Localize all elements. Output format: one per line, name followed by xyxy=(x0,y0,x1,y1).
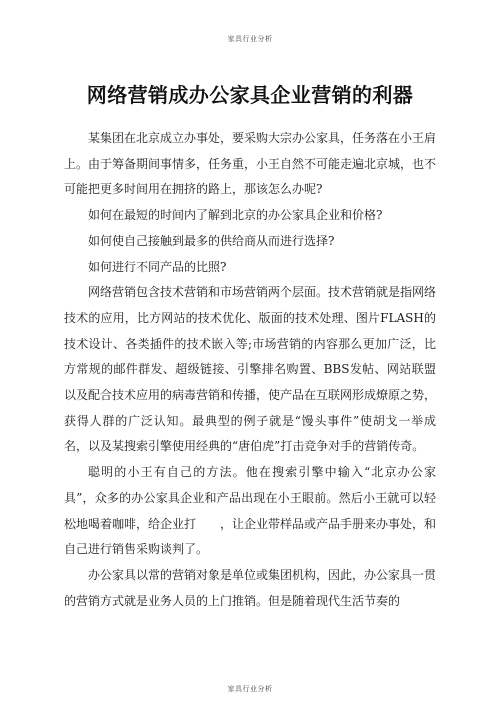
paragraph: 如何进行不同产品的比照? xyxy=(88,259,227,274)
document-title: 网络营销成办公家具企业营销的利器 xyxy=(86,83,414,107)
paragraph: 如何使自己接触到最多的供给商从而进行选择? xyxy=(88,233,335,248)
paragraph: 网络营销包含技术营销和市场营销两个层面。技术营销就是指网络技术的应用，比方网站的技术优化、版面的技术处理、图片FLASH的技术设计、各类插件的技术嵌入等;市场营销的内容那么更加广泛，比方常规的邮件群发、超级链接、引擎排名购置、BBS发帖、网站联盟以及配合技术应用的病毒营销和传播，使产品在互联网形成燎原之势，获得人群的广泛认知。最典型的例子就是“馒头事件”使胡戈一举成名，以及某搜索引擎使用经典的“唐伯虎”打击竞争对手的营销传奇。 xyxy=(64,285,437,454)
paragraph: 如何在最短的时间内了解到北京的办公家具企业和价格? xyxy=(88,208,383,223)
paragraph: 办公家具以常的营销对象是单位或集团机构，因此，办公家具一贯的营销方式就是业务人员的上门推销。但是随着现代生活节奏的 xyxy=(64,567,437,608)
running-header: 家具行业分析 xyxy=(227,35,273,43)
document-body xyxy=(64,126,436,614)
running-footer: 家具行业分析 xyxy=(227,685,273,693)
paragraph: 聪明的小王有自己的方法。他在搜索引擎中输入“北京办公家具”，众多的办公家具企业和产品出现在小王眼前。然后小王就可以轻松地喝着咖啡，给企业打 ，让企业带样品或产品手册来办事处，和自己进行销售采购谈判了。 xyxy=(64,465,437,557)
paragraph: 某集团在北京成立办事处，要采购大宗办公家具，任务落在小王肩上。由于筹备期间事情多，任务重，小王自然不可能走遍北京城，也不可能把更多时间用在拥挤的路上，那该怎么办呢? xyxy=(64,131,437,197)
